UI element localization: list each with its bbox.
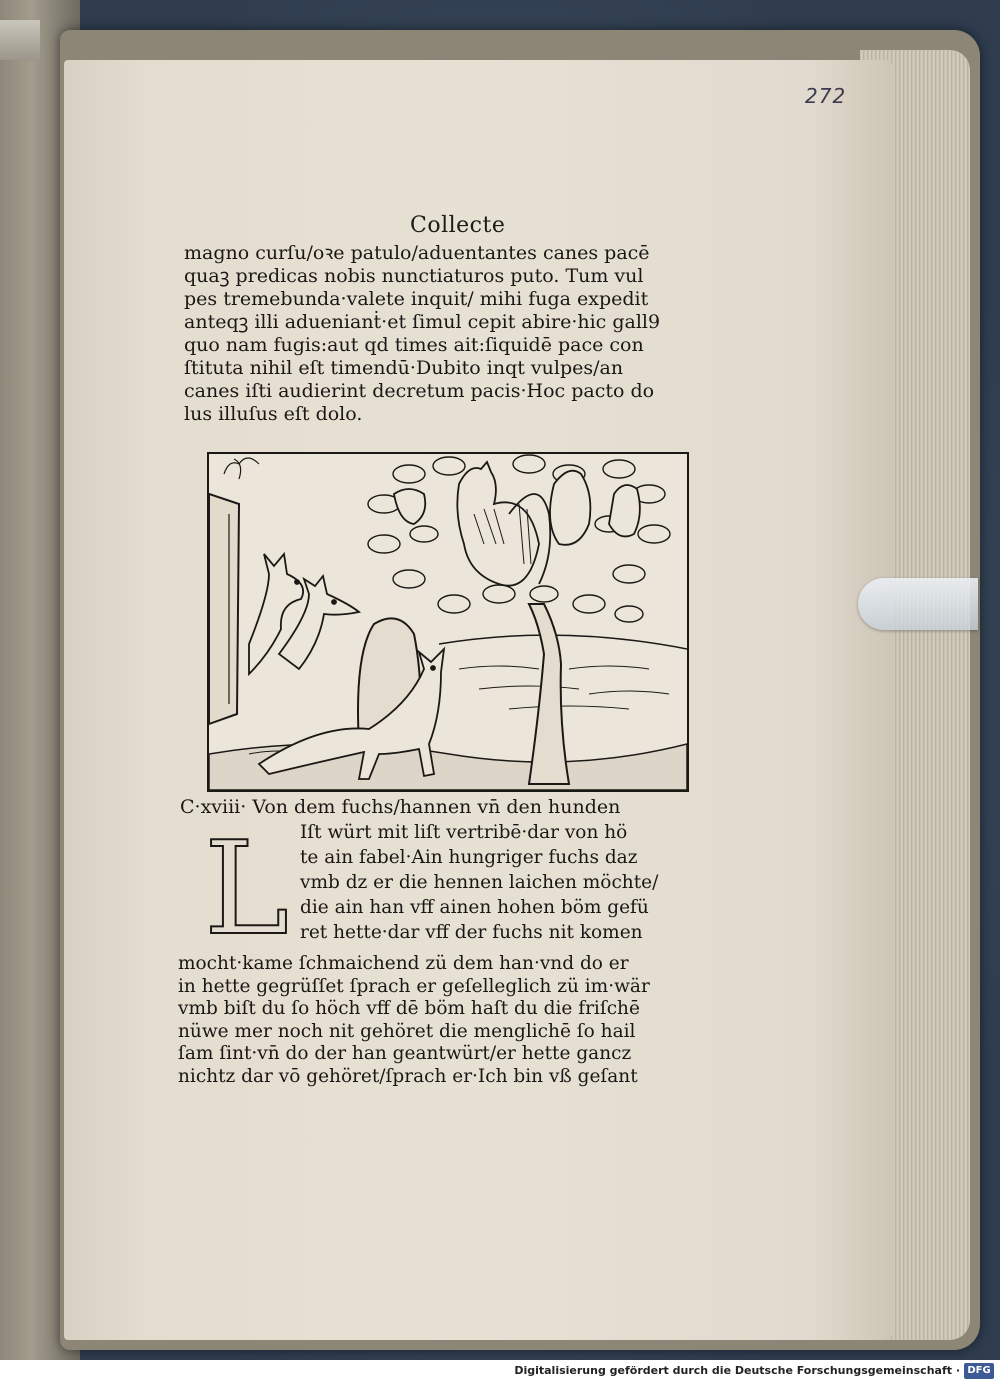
german-text-indented [300,820,690,945]
text-line: nüwe mer noch nit gehöret die menglichē ſo hail [178,1020,636,1042]
text-line: in hette gegrüſſet ſprach er geſelleglich zü im·wär [178,975,650,997]
running-head: Collecte [410,213,506,238]
text-line: vmb biſt du ſo höch vff dē böm haſt du die friſchē [178,998,640,1019]
text-line: quo nam fugis:aut qd times ait:ſiquidē pace con [184,334,644,356]
footer-credit: Digitalisierung gefördert durch die Deutsche Forschungsgemeinschaft · [514,1364,960,1377]
folio-number: 272 [805,84,847,108]
chapter-heading: C·xviii· Von dem fuchs/hannen vn̄ den hunden [180,796,621,818]
cover-strip [0,20,40,60]
text-line: nichtz dar vō gehöret/ſprach er·Ich bin vß geſant [178,1065,638,1087]
german-text-block [178,953,688,1088]
text-line: canes iſti audierint decretum pacis·Hoc pacto do [184,380,655,402]
text-line: lus illuſus eſt dolo. [184,403,363,425]
page-clip-tab [858,578,978,630]
text-line: te ain fabel·Ain hungriger fuchs daz [300,847,638,868]
text-line: pes tremebunda·valete inquit/ mihi fuga expedit [184,288,649,310]
text-line: Iſt würt mit liſt vertribē·dar von hö [300,822,628,843]
text-line: quaꝫ predicas nobis nunctiaturos puto. Tum vul [184,265,644,287]
text-line: ret hette·dar vff der fuchs nit komen [300,922,643,943]
dfg-logo: DFG [964,1363,994,1379]
text-line: vmb dz er die hennen laichen möchte/ [300,872,659,893]
drop-cap [204,815,292,964]
text-line: mocht·kame ſchmaichend zü dem han·vnd do er [178,953,629,974]
drop-cap-letter: L [204,815,289,964]
latin-text-block [184,242,684,426]
text-line: ſtituta nihil eſt timendū·Dubito inqt vulpes/an [184,357,624,379]
woodcut-illustration [207,452,689,792]
text-line: ſam ſint·vn̄ do der han geantwürt/er hette gancz [178,1043,632,1064]
woodcut-fox-rooster-dogs [209,454,687,790]
text-line: die ain han vff ainen hohen böm gefü [300,897,649,918]
text-line: anteqꝫ illi aduenianṫ·et ſimul cepit abire·hic gall9 [184,311,661,333]
text-line: magno curſu/oꝛe patulo/aduentantes canes pacē [184,242,650,264]
